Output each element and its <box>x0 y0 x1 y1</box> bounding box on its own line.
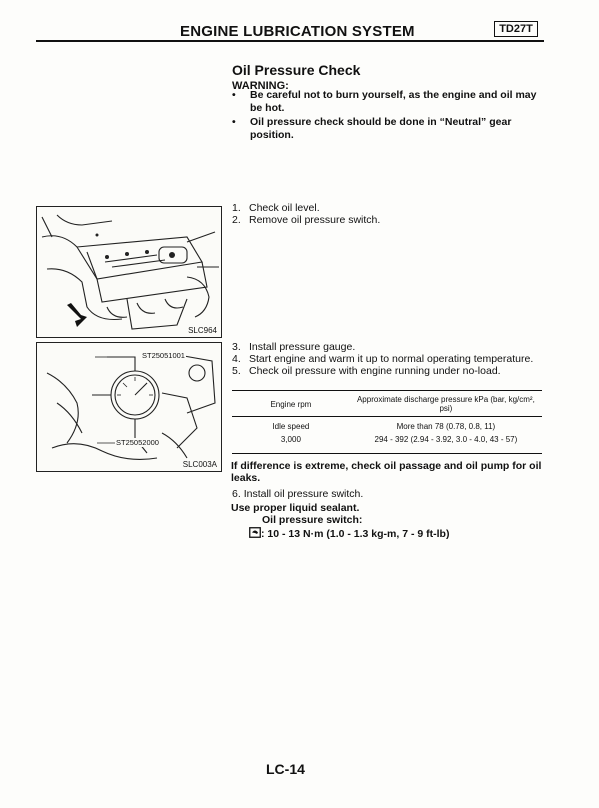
step-text: Check oil pressure with engine running under no-load. <box>249 365 501 377</box>
table-row <box>232 417 542 434</box>
table-header-cell: Approximate discharge pressure kPa (bar, kg/cm², psi) <box>350 393 542 417</box>
table-row <box>232 433 542 446</box>
step-number: 1. <box>232 202 241 214</box>
tool-callout: ST25051001 <box>142 351 185 360</box>
bullet-icon: • <box>232 116 236 128</box>
figure-code: SLC003A <box>182 460 217 469</box>
table-cell: 294 - 392 (2.94 - 3.92, 3.0 - 4.0, 43 - 57) <box>374 435 518 444</box>
step-text: Install oil pressure switch. <box>243 488 364 500</box>
warning-label: WARNING: <box>232 80 289 92</box>
step-item <box>232 202 552 214</box>
gauge-illustration <box>37 343 221 471</box>
steps-list-2 <box>232 341 552 377</box>
sealant-note: Use proper liquid sealant. <box>231 502 360 514</box>
step-number: 5. <box>232 365 241 377</box>
steps-list-1 <box>232 202 552 226</box>
warning-item <box>230 116 550 141</box>
section-title: Oil Pressure Check <box>232 62 361 78</box>
step-item <box>232 488 363 500</box>
step-number: 6. <box>232 488 241 500</box>
engine-illustration <box>37 207 221 337</box>
step-text: Remove oil pressure switch. <box>249 214 381 226</box>
step-text: Install pressure gauge. <box>249 341 356 353</box>
step-number: 3. <box>232 341 241 353</box>
table-header-cell: Engine rpm <box>232 393 350 417</box>
table-cell: 3,000 <box>280 435 301 444</box>
step-number: 4. <box>232 353 241 365</box>
table-cell: Idle speed <box>272 422 310 431</box>
gauge-figure <box>36 342 222 472</box>
torque-value: : 10 - 13 N·m (1.0 - 1.3 kg-m, 7 - 9 ft-lb) <box>261 528 450 540</box>
header-rule <box>36 40 544 42</box>
engine-figure <box>36 206 222 338</box>
torque-icon <box>249 527 261 538</box>
page-number: LC-14 <box>266 761 305 777</box>
warning-list <box>230 89 550 143</box>
warning-text: Oil pressure check should be done in “Neutral” gear position. <box>250 116 512 141</box>
step-number: 2. <box>232 214 241 226</box>
step-item <box>232 353 552 365</box>
page-header-title: ENGINE LUBRICATION SYSTEM <box>180 23 415 40</box>
step-text: Start engine and warm it up to normal operating temperature. <box>249 353 534 365</box>
table-header-row <box>232 393 542 417</box>
pressure-table <box>232 393 542 446</box>
step-item <box>232 365 552 377</box>
table-cell: More than 78 (0.78, 0.8, 11) <box>396 422 496 431</box>
leak-note: If difference is extreme, check oil passage and oil pump for oil leaks. <box>231 460 542 484</box>
model-badge: TD27T <box>494 21 538 37</box>
step-text: Check oil level. <box>249 202 320 214</box>
figure-code: SLC964 <box>188 326 217 335</box>
table-top-rule <box>232 390 542 391</box>
table-bottom-rule <box>232 453 542 454</box>
warning-text: Be careful not to burn yourself, as the engine and oil may be hot. <box>250 89 537 114</box>
switch-label: Oil pressure switch: <box>262 514 363 526</box>
step-item <box>232 214 552 226</box>
warning-item <box>230 89 550 114</box>
tool-callout: ST25052000 <box>116 438 159 447</box>
step-item <box>232 341 552 353</box>
torque-spec <box>249 527 449 540</box>
bullet-icon: • <box>232 89 236 101</box>
